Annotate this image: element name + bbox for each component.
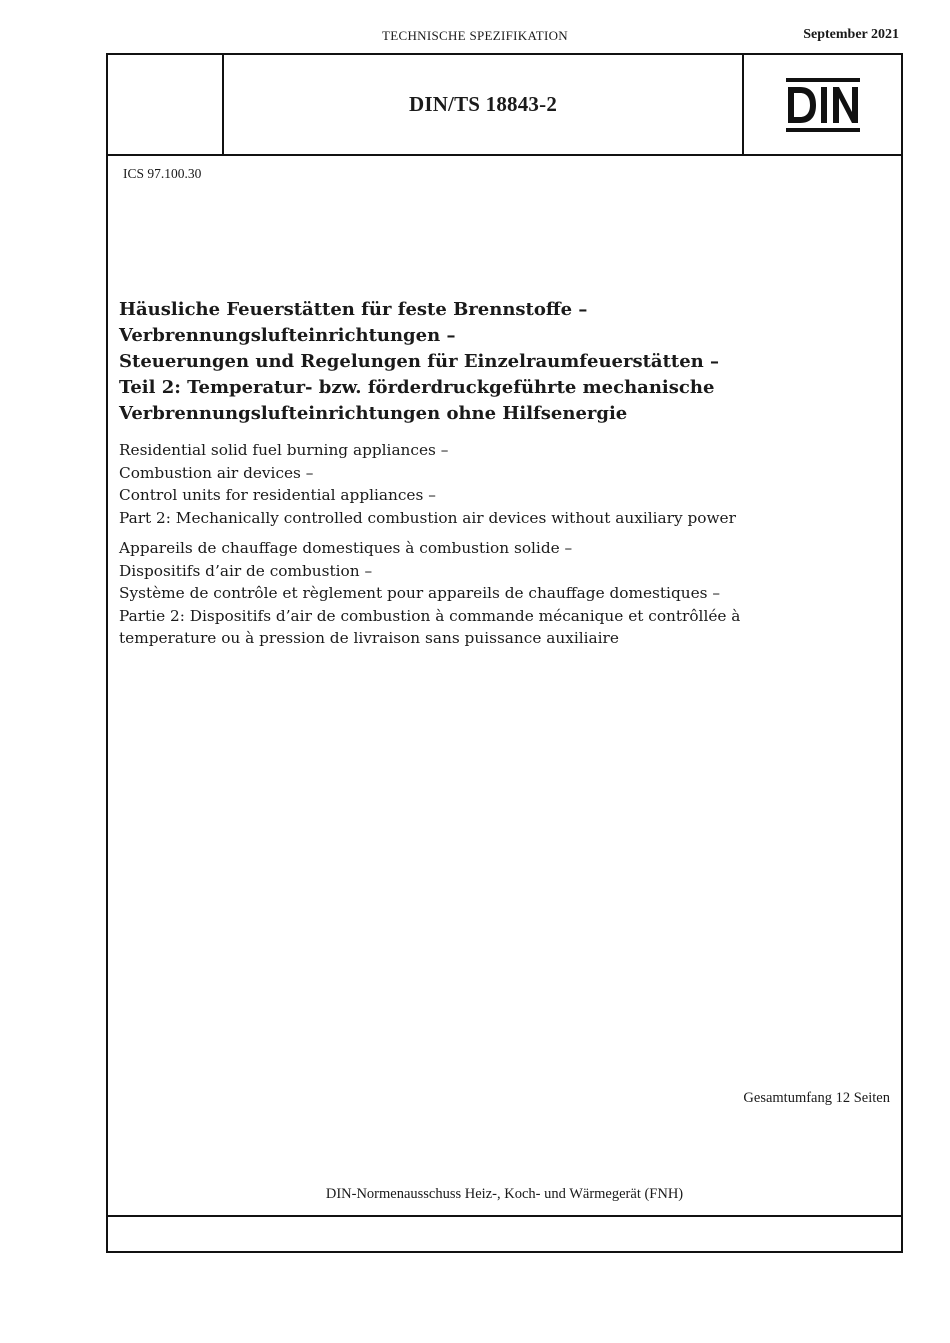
publication-date: September 2021 [803,27,899,42]
title-line: Système de contrôle et règlement pour appareils de chauffage domestiques – [119,584,721,602]
title-line: Part 2: Mechanically controlled combustion air devices without auxiliary power [119,508,736,527]
title-french [119,537,889,650]
title-line: Control units for residential appliances – [119,486,436,504]
title-line: Dispositifs d’air de combustion – [119,561,373,580]
title-english [119,439,889,529]
title-line: Combustion air devices – [119,463,314,482]
header-logo-cell [744,55,901,154]
din-logo [786,78,860,132]
total-pages: Gesamtumfang 12 Seiten [743,1090,890,1106]
title-line: Residential solid fuel burning appliances – [119,441,449,459]
document-number: DIN/TS 18843-2 [408,92,558,116]
header-row [108,55,901,156]
title-line: Verbrennungslufteinrichtungen – [119,325,456,346]
header-left-cell [108,55,224,154]
title-line: temperature ou à pression de livraison sans puissance auxiliaire [119,629,619,647]
title-line: Häusliche Feuerstätten für feste Brennstoffe – [119,299,588,320]
title-german [119,297,889,427]
committee-name: DIN-Normenausschuss Heiz-, Koch- und Wärmegerät (FNH) [325,1186,684,1202]
header-number-cell [224,55,744,154]
footer-divider [108,1215,901,1217]
ics-code: ICS 97.100.30 [123,166,202,181]
title-line: Partie 2: Dispositifs d’air de combustion à commande mécanique et contrôllée à [119,606,741,625]
title-line: Verbrennungslufteinrichtungen ohne Hilfsenergie [119,403,628,424]
document-type-label: TECHNISCHE SPEZIFIKATION [382,28,568,43]
cover-frame [106,53,903,1253]
title-line: Teil 2: Temperatur- bzw. förderdruckgeführte mechanische [119,377,715,398]
title-line: Appareils de chauffage domestiques à combustion solide – [119,539,573,557]
title-line: Steuerungen und Regelungen für Einzelraumfeuerstätten – [119,351,720,372]
